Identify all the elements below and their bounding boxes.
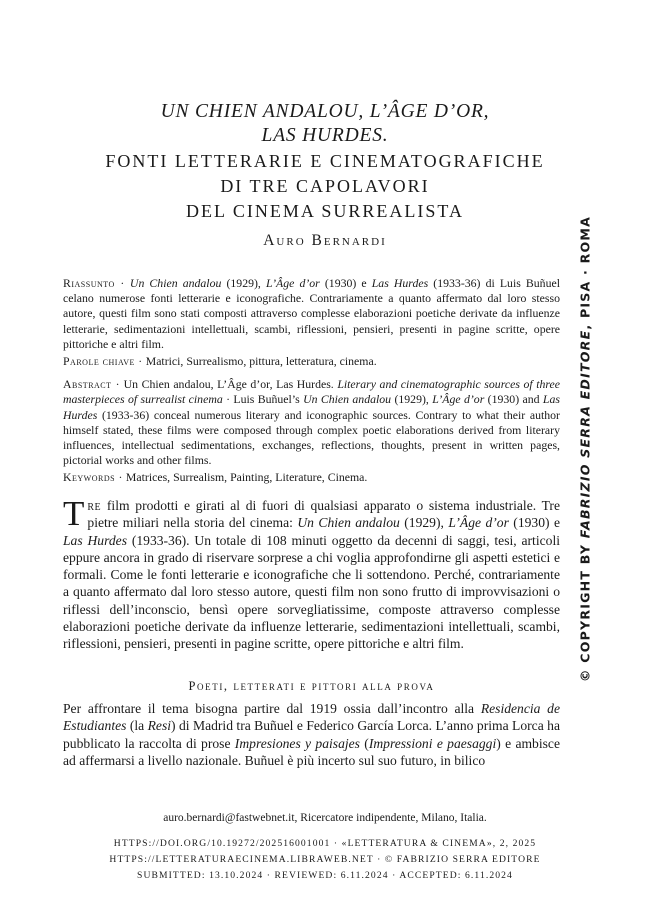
film-title: Un Chien andalou <box>297 515 400 531</box>
subtitle-line: DI TRE CAPOLAVORI <box>220 176 430 196</box>
copyright-notice <box>578 216 593 682</box>
lead-small-caps: re <box>87 498 102 513</box>
journal-site-line: HTTPS://LETTERATURAECINEMA.LIBRAWEB.NET · © FABRIZIO SERRA EDITORE <box>109 854 541 865</box>
film-title: L’Âge d’or <box>265 276 320 290</box>
section-heading: Poeti, letterati e pittori alla prova <box>188 679 435 693</box>
copyright-prefix: © COPYRIGHT BY <box>577 538 593 683</box>
title-line: UN CHIEN ANDALOU, L’ÂGE D’OR, <box>160 101 490 122</box>
article-title <box>60 100 590 250</box>
abstracts-block <box>63 276 560 494</box>
parole-chiave-label: Parole chiave · <box>63 354 143 369</box>
keywords-text: Matrices, Surrealism, Painting, Literature, Cinema. <box>122 470 368 485</box>
body-paragraph <box>63 494 561 653</box>
film-title: Un Chien andalou <box>303 392 392 407</box>
subtitle-line: FONTI LETTERARIE E CINEMATOGRAFICHE <box>105 151 545 171</box>
subtitle-line: DEL CINEMA SURREALISTA <box>186 201 464 221</box>
section-text: Per affrontare il tema bisogna partire dal 1919 ossia dall’incontro alla <box>63 701 481 716</box>
riassunto-text: (1930) e <box>319 276 372 290</box>
abstract-label: Abstract · <box>63 377 121 392</box>
film-title: Las Hurdes <box>63 532 127 548</box>
film-title: L’Âge d’or <box>432 392 485 407</box>
film-title: Un Chien andalou <box>129 276 222 290</box>
section-text: ) di Madrid tra Buñuel e Federico García Lorca. L’anno prima Lorca ha pubblicato la raccolta di prose <box>63 718 560 751</box>
author-affiliation: auro.bernardi@fastwebnet.it, Ricercatore indipendente, Milano, Italia. <box>163 812 487 824</box>
film-title: Las Hurdes <box>63 392 560 422</box>
drop-cap: T <box>63 494 85 533</box>
italic-term: Impressioni e paesaggi <box>368 735 497 751</box>
italic-term: Resi <box>147 718 172 734</box>
body-text: film prodotti e girati al di fuori di qualsiasi apparato o sistema industriale. Tre pietre miliari nella storia del cinema: <box>87 498 560 531</box>
riassunto-text: (1933-36) di Luis Buñuel celano numerose fonti letterarie e iconografiche. Contrariamente a quanto affermato dal loro stesso autore, questi film sono stati composti attraverso complesse elaborazioni poetiche derivate da influenze letterarie, sedimentazioni intellettuali, scambi, riflessioni, pensieri, presenti in pagine scritte, opere pittoriche e altri film. <box>63 276 560 351</box>
copyright-publisher: FABRIZIO SERRA EDITORE <box>577 329 593 539</box>
title-line: LAS HURDES. <box>261 125 389 146</box>
abstract-text: · Luis Buñuel’s <box>222 392 304 407</box>
italic-term: Impresiones y paisajes <box>234 735 360 751</box>
riassunto-paragraph <box>63 276 560 352</box>
film-title: Las Hurdes <box>371 276 429 290</box>
doi-line: HTTPS://DOI.ORG/10.19272/202516001001 · «LETTERATURA & CINEMA», 2, 2025 <box>113 838 537 849</box>
section-text: ) e ambisce ad affermarsi a livello nazionale. Buñuel è più incerto sul suo futuro, in bilico <box>63 735 560 768</box>
author-name: Auro Bernardi <box>263 232 387 249</box>
section-text: (la <box>126 718 148 734</box>
italic-term: Residencia de Estudiantes <box>63 701 560 734</box>
english-title: Literary and cinematographic sources of three masterpieces of surrealist cinema <box>63 377 561 407</box>
parole-chiave-paragraph <box>63 354 560 369</box>
body-text: (1930) e <box>508 515 561 531</box>
body-text: (1933-36). Un totale di 108 minuti oggetto da decenni di saggi, tesi, articoli eppure ancora in grado di riservare sorprese a chi voglia approfondirne gli aspetti estetici e formali. Come le fonti letterarie e iconografiche che li sottendono. Perché, contrariamente a quanto affermato dal loro stesso autore, questi film non sono frutto di improvvisazioni o riflessi dell’inconscio, bensì opere sorvegliatissime, composte attraverso complesse elaborazioni poetiche derivate da influenze letterarie, sedimentazioni intellettuali, scambi, riflessioni, pensieri, presenti in pagine scritte, opere pittoriche e altri film. <box>63 532 560 652</box>
abstract-paragraph <box>63 377 560 468</box>
copyright-suffix: , PISA · ROMA <box>577 215 593 330</box>
abstract-text: (1930) and <box>484 392 543 407</box>
riassunto-text: (1929), <box>221 276 266 290</box>
submission-dates: SUBMITTED: 13.10.2024 · REVIEWED: 6.11.2024 · ACCEPTED: 6.11.2024 <box>137 870 513 881</box>
section-text: ( <box>359 735 369 751</box>
riassunto-label: Riassunto · <box>63 276 125 290</box>
abstract-text: (1929), <box>391 392 433 407</box>
keywords-paragraph <box>63 470 560 485</box>
parole-chiave-text: Matrici, Surrealismo, pittura, letteratura, cinema. <box>142 354 377 369</box>
copyright-sidebar <box>570 214 600 684</box>
keywords-label: Keywords · <box>63 470 123 485</box>
body-text: (1929), <box>399 515 449 531</box>
abstract-text: Un Chien andalou, L’Âge d’or, Las Hurdes. <box>120 377 338 392</box>
section-paragraph <box>63 700 560 769</box>
abstract-text: (1933-36) conceal numerous literary and iconographic sources. Contrary to what their author himself stated, these films were composed through complex poetic elaborations derived from literary influences, intellectual sedimentations, exchanges, reflections, thoughts, present in written pages, pictorial works and other films. <box>63 407 560 468</box>
film-title: L’Âge d’or <box>448 515 509 531</box>
